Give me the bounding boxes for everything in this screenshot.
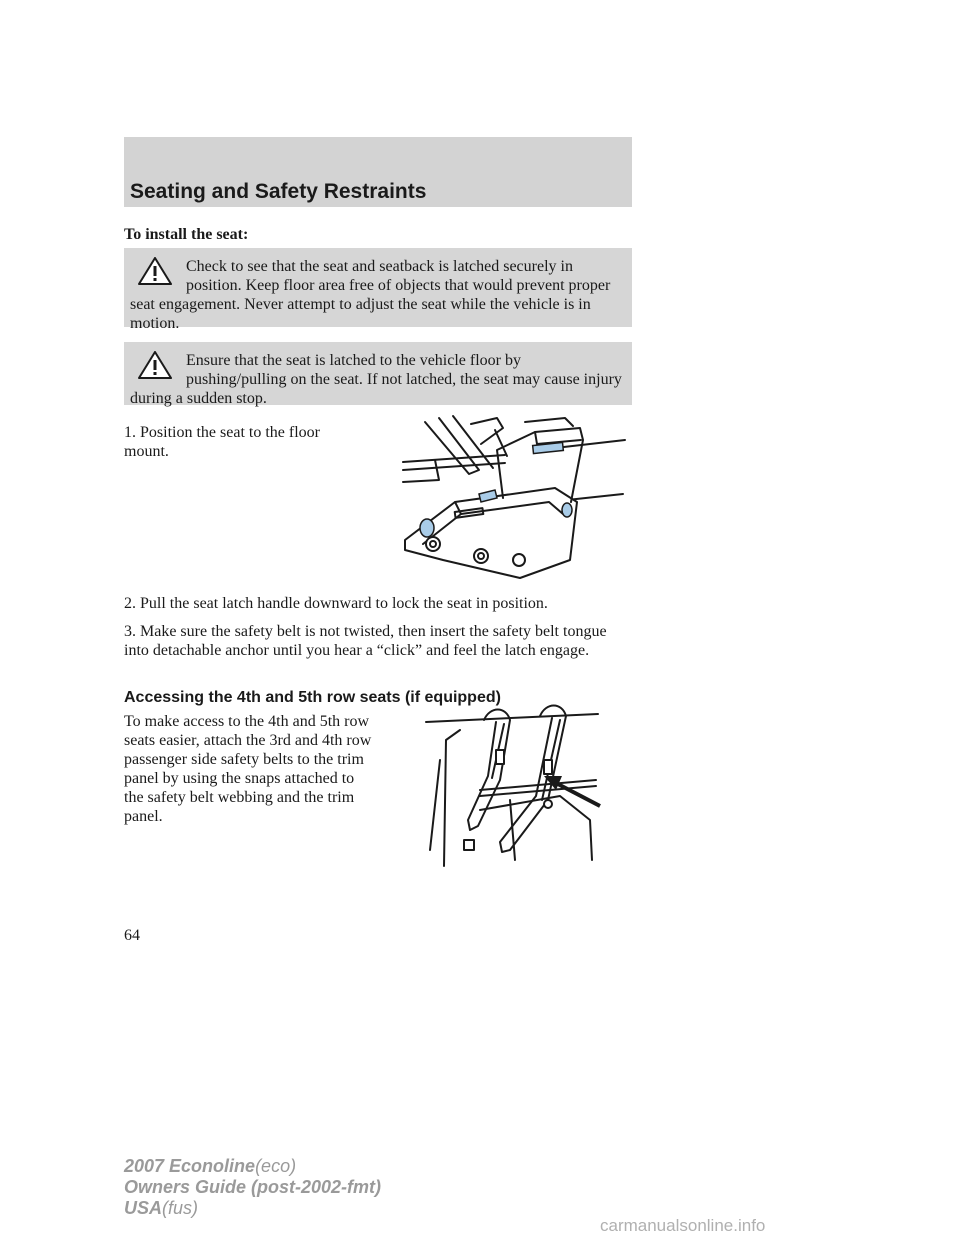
step-1: 1. Position the seat to the floor mount. bbox=[124, 424, 320, 460]
footer-model-code: (eco) bbox=[255, 1156, 297, 1176]
step-2: 2. Pull the seat latch handle downward to lock the seat in position. bbox=[124, 595, 548, 612]
document-footer bbox=[124, 1156, 381, 1219]
step-3: 3. Make sure the safety belt is not twisted, then insert the safety belt tongue into detachable anchor until you hear a “click” and feel the latch engage. bbox=[124, 623, 607, 659]
footer-market: USA bbox=[124, 1198, 163, 1218]
page-number: 64 bbox=[124, 927, 140, 944]
access-text: To make access to the 4th and 5th row seats easier, attach the 3rd and 4th row passenger side safety belts to the trim panel by using the snaps attached to the safety belt webbing and the trim panel. bbox=[124, 713, 372, 825]
install-heading: To install the seat: bbox=[124, 226, 249, 243]
footer-line-3 bbox=[124, 1198, 381, 1219]
seat-floor-mount-illustration bbox=[395, 410, 630, 585]
page-title: Seating and Safety Restraints bbox=[130, 180, 427, 203]
watermark: carmanualsonline.info bbox=[600, 1216, 766, 1235]
footer-market-code: (fus) bbox=[162, 1198, 199, 1218]
footer-line-1 bbox=[124, 1156, 381, 1177]
warning-box-1 bbox=[124, 248, 632, 332]
warning-triangle-icon bbox=[138, 351, 172, 379]
safety-belt-illustration bbox=[420, 700, 605, 870]
footer-line-2: Owners Guide (post-2002-fmt) bbox=[124, 1177, 382, 1197]
warning-text-2: Ensure that the seat is latched to the vehicle floor by pushing/pulling on the seat. If not latched, the seat may cause injury during a sudden stop. bbox=[130, 352, 622, 407]
access-heading: Accessing the 4th and 5th row seats (if equipped) bbox=[124, 689, 501, 706]
footer-model: 2007 Econoline bbox=[124, 1156, 256, 1176]
warning-box-2 bbox=[124, 342, 632, 405]
warning-triangle-icon bbox=[138, 257, 172, 285]
warning-text-1: Check to see that the seat and seatback is latched securely in position. Keep floor area free of objects that would prevent proper seat engagement. Never attempt to adjust the seat while the vehicle is in motion. bbox=[130, 258, 611, 332]
